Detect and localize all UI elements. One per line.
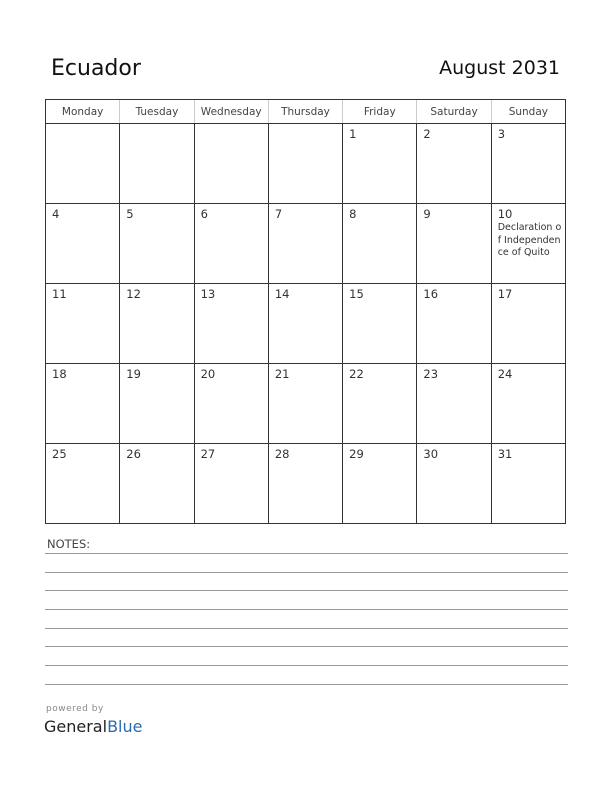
weekday-thursday: Thursday: [268, 100, 342, 124]
day-number: 1: [349, 127, 357, 141]
day-number: 22: [349, 367, 364, 381]
note-line: [45, 628, 568, 629]
day-cell: [268, 364, 342, 444]
brand-general: General: [44, 717, 108, 736]
week-row: [46, 364, 566, 444]
day-number: 31: [497, 447, 513, 461]
note-line: [45, 646, 568, 647]
day-number: 27: [200, 447, 216, 461]
day-number: 25: [52, 447, 67, 461]
day-number: 8: [349, 207, 357, 221]
day-cell: [120, 444, 194, 524]
week-row: [46, 204, 566, 284]
day-cell: [194, 364, 268, 444]
day-cell: [417, 124, 491, 204]
day-cell: [194, 444, 268, 524]
day-cell: [194, 124, 268, 204]
day-cell: [491, 204, 565, 284]
week-row: [46, 124, 566, 204]
day-cell: [46, 124, 120, 204]
weekday-wednesday: Wednesday: [194, 100, 268, 124]
week-row: [46, 284, 566, 364]
day-number: 5: [126, 207, 134, 221]
day-cell: [268, 204, 342, 284]
day-number: 20: [200, 367, 216, 381]
day-number: 6: [200, 207, 208, 221]
day-number: 2: [423, 127, 431, 141]
day-number: 13: [200, 287, 216, 301]
day-number: 14: [274, 287, 290, 301]
brand-blue: Blue: [107, 717, 143, 736]
week-row: [46, 444, 566, 524]
day-cell: [120, 124, 194, 204]
day-number: 3: [497, 127, 506, 141]
day-number: 16: [423, 287, 439, 301]
day-number: 28: [274, 447, 290, 461]
powered-by-text: powered by: [46, 704, 104, 714]
holiday-label: Declaration of Independence of Quito: [497, 222, 562, 258]
note-line: [45, 609, 568, 610]
day-cell: [491, 284, 565, 364]
weekday-sunday: Sunday: [491, 100, 565, 124]
day-cell: [268, 124, 342, 204]
calendar-grid: [45, 99, 566, 524]
country-title: Ecuador: [51, 56, 141, 81]
day-cell: [491, 364, 565, 444]
day-cell: [343, 284, 417, 364]
month-title: August 2031: [439, 57, 560, 79]
day-number: 12: [126, 287, 141, 301]
day-cell: [268, 284, 342, 364]
day-number: 10: [497, 207, 513, 221]
day-number: 24: [497, 367, 513, 381]
day-cell: [46, 204, 120, 284]
generalblue-logo[interactable]: [44, 717, 142, 736]
day-cell: [417, 364, 491, 444]
day-cell: [46, 284, 120, 364]
day-number: 7: [274, 207, 283, 221]
day-number: 21: [274, 367, 290, 381]
day-cell: [46, 444, 120, 524]
day-number: 23: [423, 367, 439, 381]
day-cell: [268, 444, 342, 524]
day-cell: [194, 284, 268, 364]
weekday-header-row: [46, 100, 566, 124]
weekday-tuesday: Tuesday: [120, 100, 194, 124]
day-cell: [46, 364, 120, 444]
day-cell: [120, 364, 194, 444]
notes-label: NOTES:: [47, 537, 91, 551]
note-line: [45, 590, 568, 591]
day-number: 30: [423, 447, 439, 461]
day-cell: [417, 284, 491, 364]
day-cell: [343, 204, 417, 284]
day-number: 18: [52, 367, 67, 381]
day-cell: [343, 124, 417, 204]
day-cell: [491, 124, 565, 204]
day-cell: [194, 204, 268, 284]
day-cell: [343, 444, 417, 524]
day-cell: [120, 284, 194, 364]
day-number: 9: [423, 207, 431, 221]
day-cell: [417, 204, 491, 284]
weekday-saturday: Saturday: [417, 100, 491, 124]
day-number: 17: [497, 287, 513, 301]
day-cell: [417, 444, 491, 524]
note-line: [45, 665, 568, 666]
day-number: 26: [126, 447, 141, 461]
weekday-monday: Monday: [46, 100, 120, 124]
note-line: [45, 684, 568, 685]
day-cell: [343, 364, 417, 444]
day-number: 11: [52, 287, 67, 301]
day-number: 19: [126, 367, 141, 381]
note-line: [45, 553, 568, 554]
day-cell: [120, 204, 194, 284]
day-number: 29: [349, 447, 364, 461]
day-cell: [491, 444, 565, 524]
day-number: 15: [349, 287, 364, 301]
weekday-friday: Friday: [343, 100, 417, 124]
note-line: [45, 572, 568, 573]
day-number: 4: [52, 207, 60, 221]
